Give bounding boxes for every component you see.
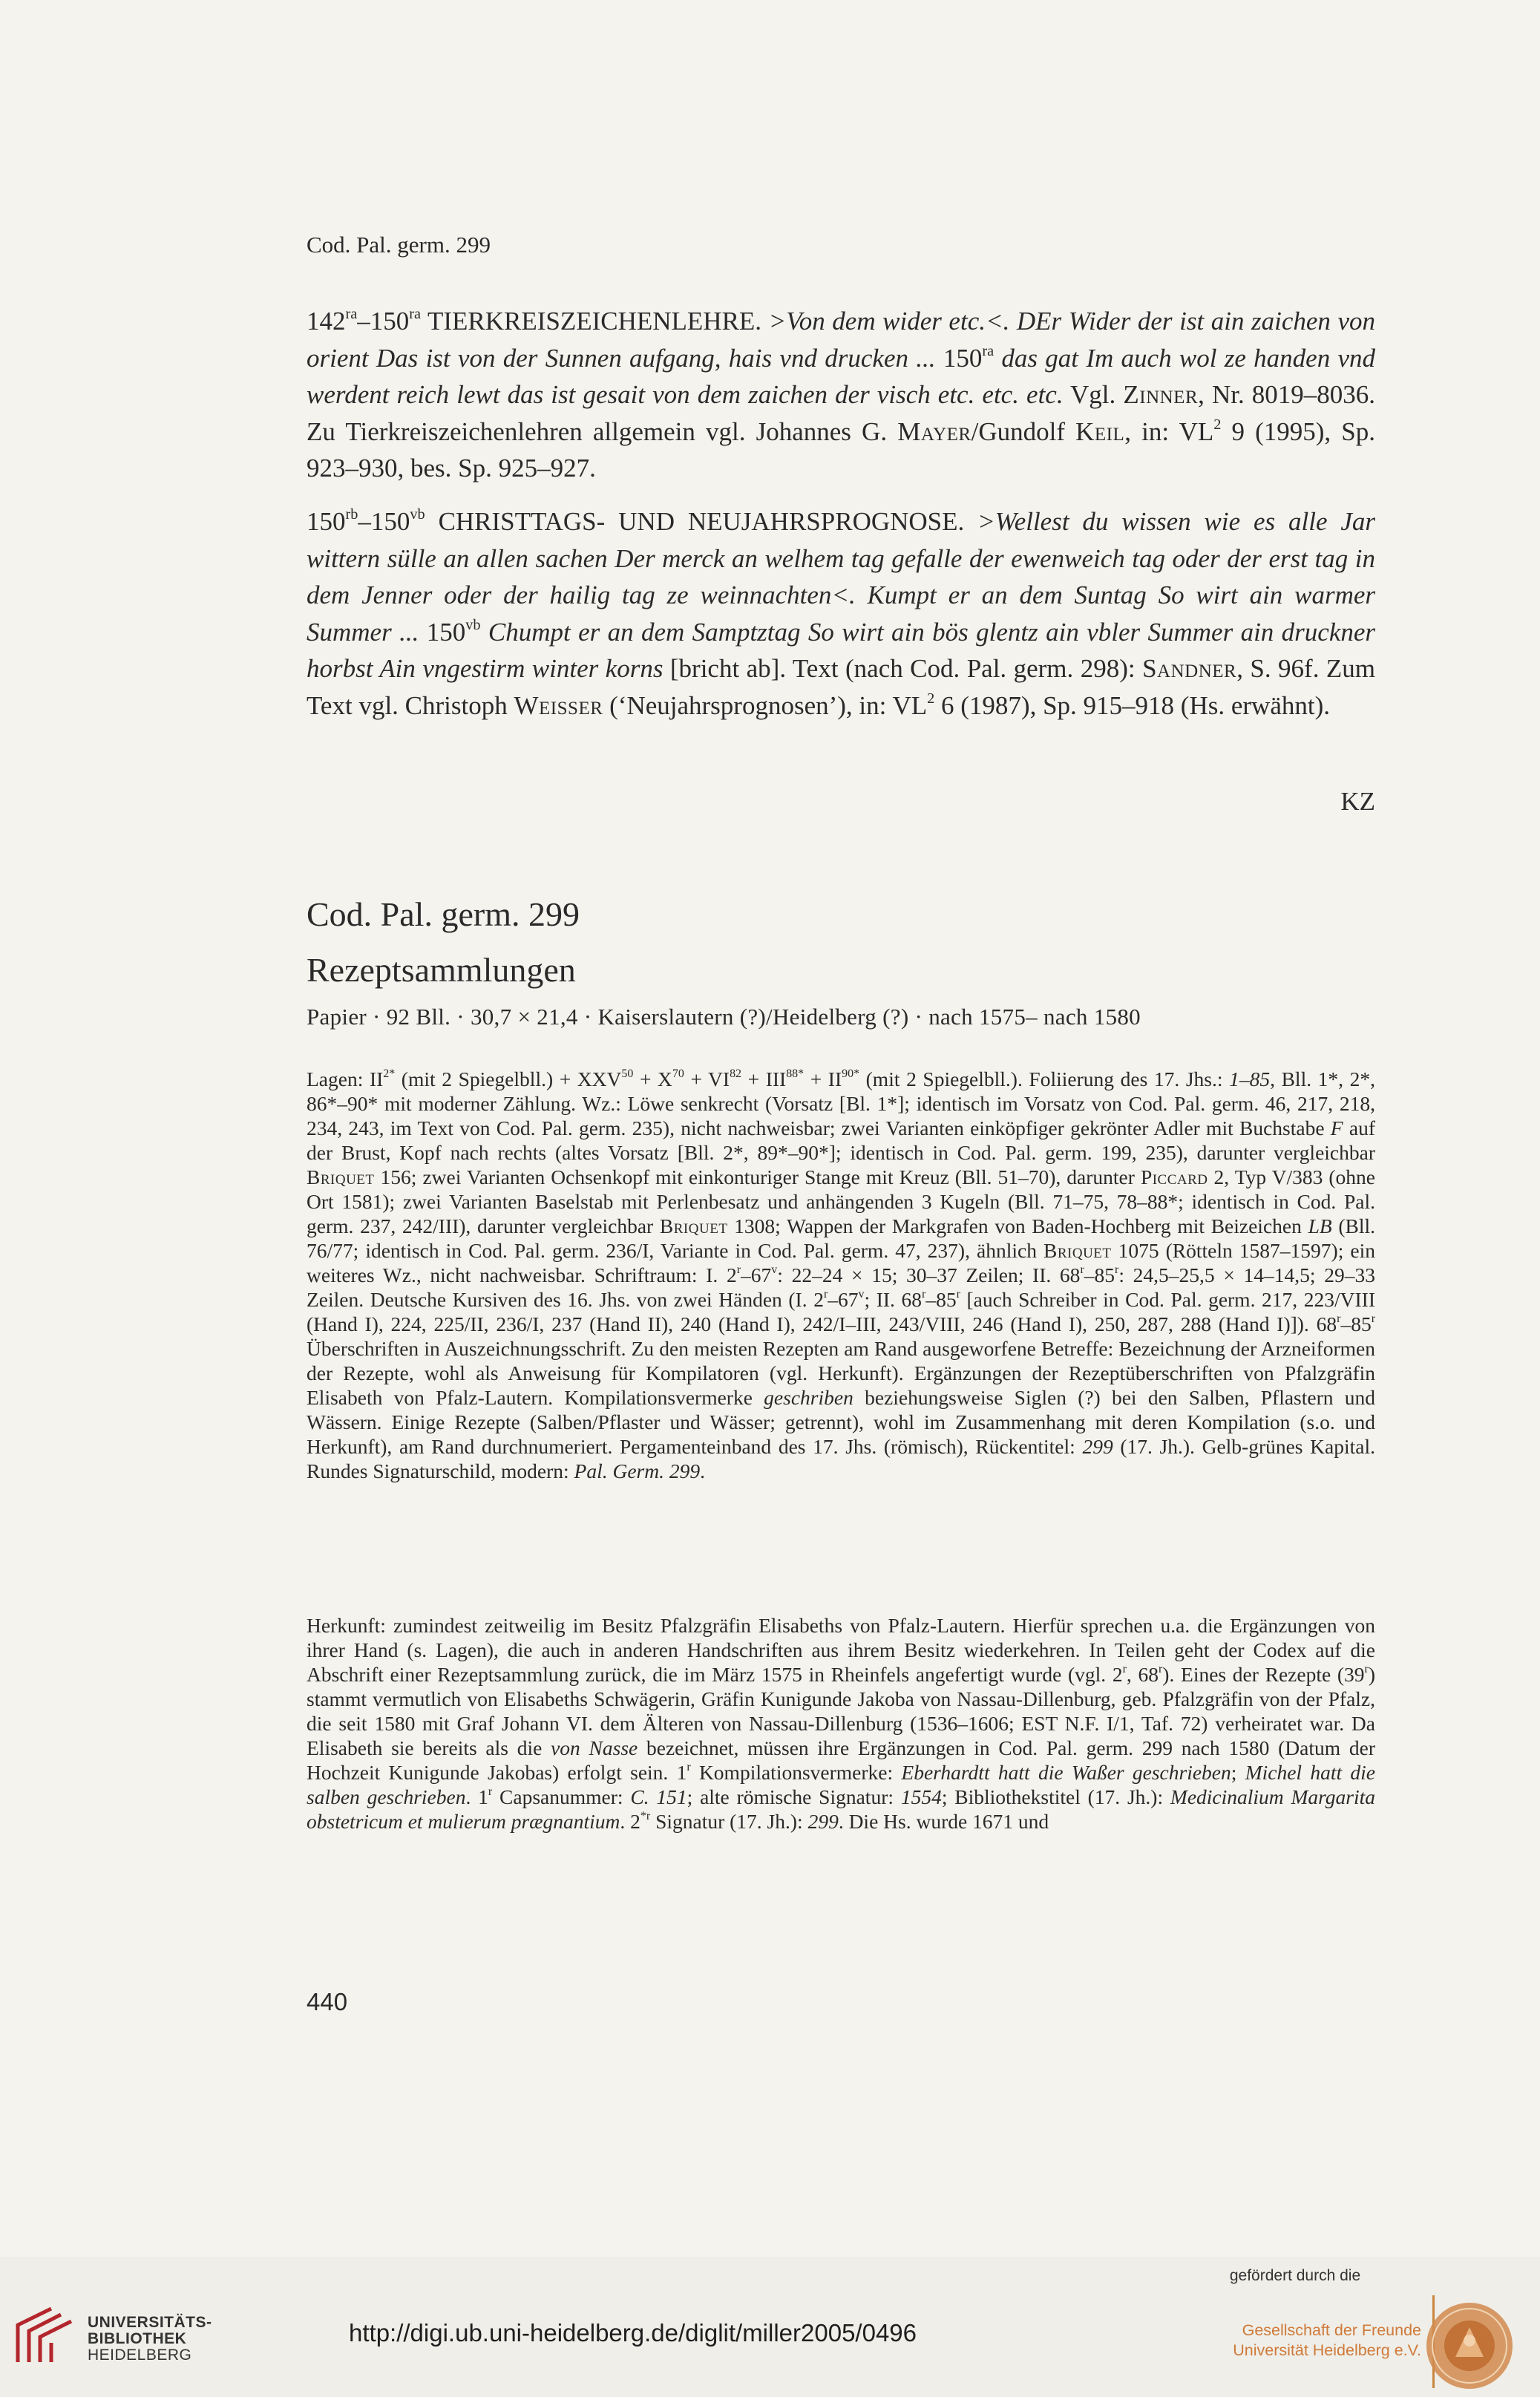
library-name: UNIVERSITÄTS- BIBLIOTHEK HEIDELBERG [88,2314,212,2364]
university-library-logo-icon [10,2303,81,2370]
manuscript-summary: Papier · 92 Bll. · 30,7 × 21,4 · Kaiserslautern (?)/Heidelberg (?) · nach 1575– nach 1580 [307,1004,1141,1030]
page-number: 440 [307,1988,348,2015]
herkunft-paragraph: Herkunft: zumindest zeitweilig im Besitz Pfalzgräfin Elisabeths von Pfalz-Lautern. Hierfür sprechen u.a. die Ergänzungen von ihrer Hand (s. Lagen), die auch in anderen Handschriften aus ihrem Besitz wiederkehren. In Teilen geht der Codex auf die Abschrift einer Rezeptsammlung zurück, die im März 1575 in Rheinfels angefertigt wurde (vgl. 2$^r$, 68$^r$). Eines der Rezepte (39$^r$) stammt vermutlich von Elisabeths Schwägerin, Gräfin Kunigunde Jakoba von Nassau-Dillenburg, geb. Pfalzgräfin von der Pfalz, die seit 1580 mit Graf Johann VI. dem Älteren von Nassau-Dillenburg (1536–1606; EST N.F. I/1, Taf. 72) verheiratet war. Da Elisabeth sie bereits als die von Nasse bezeichnet, müssen ihre Ergänzungen in Cod. Pal. germ. 299 nach 1580 (Datum der Hochzeit Kunigunde Jakobas) erfolgt sein. 1$^r$ Kompilationsvermerke: Eberhardtt hatt die Waßer geschrieben; Michel hatt die salben geschrieben. 1$^r$ Capsanummer: C. 151; alte römische Signatur: 1554; Bibliothekstitel (17. Jh.): Medicinalium Margarita obstetricum et mulierum prægnantium. 2$^{*r}$ Signatur (17. Jh.): 299. Die Hs. wurde 1671 und [307,1614,1376,1833]
footer-bar [0,2257,1540,2397]
text-entry-christtagsprognose: $150^{rb}-150^{vb}$ CHRISTTAGS- UND NEUJAHRSPROGNOSE. >Wellest du wissen wie es alle Jar wittern sülle an allen sachen Der merck an welhem tag gefalle der ewenweich tag oder der erst tag in dem Jenner oder der hailig tag ze weinnachten<. Kumpt er an dem Suntag So wirt ain warmer Summer ... $150^{vb}$ Chumpt er an dem Samptztag So wirt ain bös glentz ain vbler Summer ain druckner horbst Ain vngestirm winter korns [bricht ab]. Text (nach Cod. Pal. germ. 298): Sandner, S. 96f. Zum Text vgl. Christoph Weisser (‘Neujahrsprognosen’), in: $VL^2$ 6 (1987), Sp. 915–918 (Hs. erwähnt). [307,506,1376,720]
entry-title: CHRISTTAGS- UND NEUJAHRSPROGNOSE. [438,507,965,536]
manuscript-heading: Cod. Pal. germ. 299 [307,895,580,933]
source-url-link[interactable]: http://digi.ub.uni-heidelberg.de/diglit/miller2005/0496 [349,2319,917,2347]
manuscript-title: Rezeptsammlungen [307,951,576,989]
entry-title: TIERKREISZEICHENLEHRE. [427,307,762,336]
author-initials: KZ [1340,787,1375,816]
text-entry-tierkreiszeichenlehre: $142^{ra}-150^{ra}$ TIERKREISZEICHENLEHRE. >Von dem wider etc.<. DEr Wider der ist ain zaichen von orient Das ist von der Sunnen aufgang, hais vnd drucken ... $150^{ra}$ das gat Im auch wol ze handen vnd werdent reich lewt das ist gesait von dem zaichen der visch etc. etc. etc. Vgl. Zinner, Nr. 8019–8036. Zu Tierkreiszeichenlehren allgemein vgl. Johannes G. Mayer/Gundolf Keil, in: $VL^2$ 9 (1995), Sp. 923–930, bes. Sp. 925–927. [307,305,1376,483]
society-name: Gesellschaft der Freunde Universität Heidelberg e.V. [1233,2321,1421,2359]
university-seal-icon [1420,2298,1520,2394]
lagen-paragraph: Lagen: $II^{2*}$ (mit 2 Spiegelbll.) + $XXV^{50} + X^{70} + VI^{82} + III^{88*} + II^{90*}$ (mit 2 Spiegelbll.). Foliierung des 17. Jhs.: 1–85, Bll. 1*, 2*, 86*–90* mit moderner Zählung. Wz.: Löwe senkrecht (Vorsatz [Bl. 1*]; identisch im Vorsatz von Cod. Pal. germ. 46, 217, 218, 234, 243, im Text von Cod. Pal. germ. 235), nicht nachweisbar; zwei Varianten einköpfiger gekrönter Adler mit Buchstabe F auf der Brust, Kopf nach rechts (altes Vorsatz [Bll. 2*, 89*–90*]; identisch in Cod. Pal. germ. 199, 235), darunter vergleichbar Briquet 156; zwei Varianten Ochsenkopf mit einkonturiger Stange mit Kreuz (Bll. 51–70), darunter Piccard 2, Typ V/383 (ohne Ort 1581); zwei Varianten Baselstab mit Perlenbesatz und anhängenden 3 Kugeln (Bll. 71–75, 78–88*; identisch in Cod. Pal. germ. 237, 242/III), darunter vergleichbar Briquet 1308; Wappen der Markgrafen von Baden-Hochberg mit Beizeichen LB (Bll. 76/77; identisch in Cod. Pal. germ. 236/I, Variante in Cod. Pal. germ. 47, 237), ähnlich Briquet 1075 (Rötteln 1587–1597); ein weiteres Wz., nicht nachweisbar. Schriftraum: I. 2$^r$–67$^v$: 22–24 × 15; 30–37 Zeilen; II. 68$^r$–85$^r$: 24,5–25,5 × 14–14,5; 29–33 Zeilen. Deutsche Kursiven des 16. Jhs. von zwei Händen (I. 2$^r$–67$^v$; II. 68$^r$–85$^r$ [auch Schreiber in Cod. Pal. germ. 217, 223/VIII (Hand I), 224, 225/II, 236/I, 237 (Hand II), 240 (Hand I), 242/I–III, 243/VIII, 246 (Hand I), 250, 287, 288 (Hand I)]). 68$^r$–85$^r$ Überschriften in Auszeichnungsschrift. Zu den meisten Rezepten am Rand ausgeworfene Betreffe: Bezeichnung der Arzneiformen der Rezepte, wohl als Anweisung für Kompilatoren (vgl. Herkunft). Ergänzungen der Rezeptüberschriften von Pfalzgräfin Elisabeth von Pfalz-Lautern. Kompilationsvermerke geschriben beziehungsweise Siglen (?) bei den Salben, Pflastern und Wässern. Einige Rezepte (Salben/Pflaster und Wässer; getrennt), wohl im Zusammenhang mit deren Kompilation (s.o. und Herkunft), am Rand durchnumeriert. Pergamenteinband des 17. Jhs. (römisch), Rückentitel: 299 (17. Jh.). Gelb-grünes Kapital. Rundes Signaturschild, modern: Pal. Germ. 299. [307,1067,1376,1482]
running-head: Cod. Pal. germ. 299 [307,232,491,258]
funding-note: gefördert durch die [1229,2267,1361,2284]
